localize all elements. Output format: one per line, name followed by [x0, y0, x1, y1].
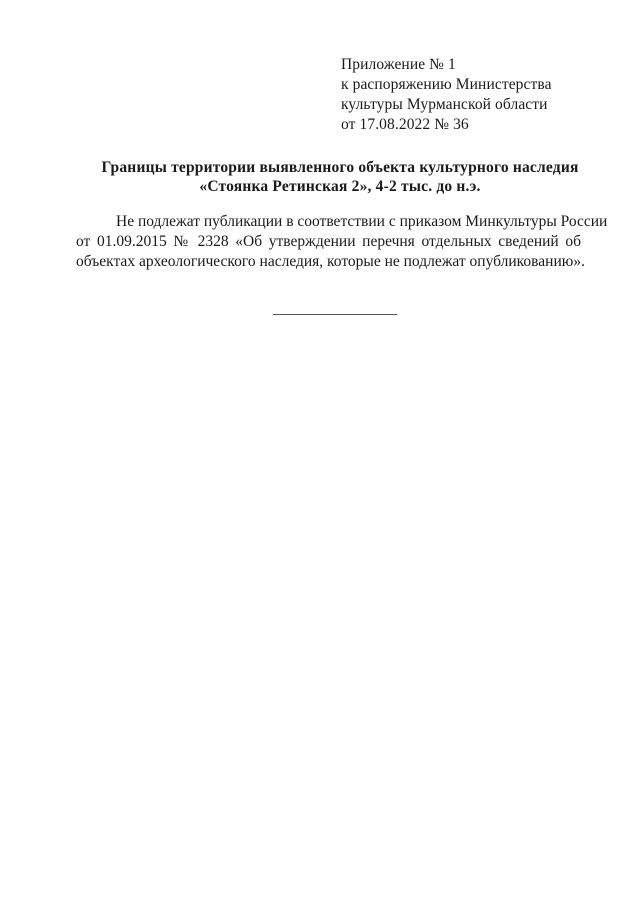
- body-line-1: Не подлежат публикации в соответствии с приказом Минкультуры России: [116, 213, 608, 230]
- appendix-date: от 17.08.2022 № 36: [341, 116, 469, 133]
- document-title: [60, 158, 620, 196]
- appendix-order-ref: к распоряжению Министерства: [341, 76, 552, 93]
- body-line-3: объектах археологического наследия, которые не подлежат опубликованию».: [76, 253, 585, 270]
- title-line-2: «Стоянка Ретинская 2», 4-2 тыс. до н.э.: [199, 178, 481, 195]
- appendix-number: Приложение № 1: [341, 56, 456, 73]
- end-divider: [273, 314, 397, 315]
- appendix-ministry: культуры Мурманской области: [341, 96, 548, 113]
- appendix-header: [341, 55, 552, 135]
- title-line-1: Границы территории выявленного объекта культурного наследия: [101, 159, 579, 176]
- body-line-2: от 01.09.2015 № 2328 «Об утверждении перечня отдельных сведений об: [76, 233, 581, 250]
- body-paragraph: [76, 212, 608, 272]
